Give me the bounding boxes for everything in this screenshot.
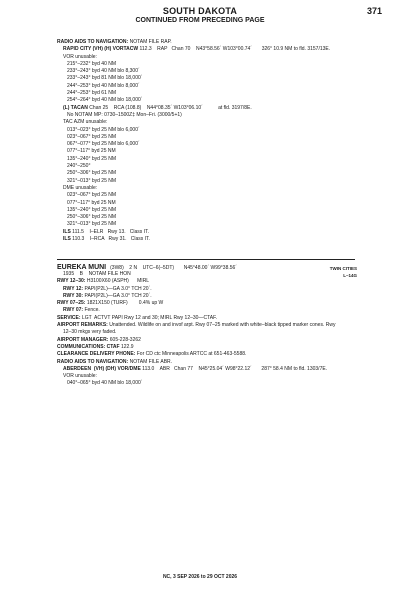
airport-manager-line: AIRPORT MANAGER: 605-228-3262 bbox=[57, 336, 141, 343]
clearance-delivery-line: CLEARANCE DELIVERY PHONE: For CD ctc Minneapolis ARTCC at 651-463-5588. bbox=[57, 351, 247, 358]
chart-code: L–14G bbox=[343, 273, 357, 278]
runway-end-line: RWY 12: PAPI(P2L)—GA 3.0° TCH 20´. bbox=[63, 285, 152, 292]
dme-unusable-heading: DME unusable: bbox=[63, 184, 98, 191]
tac-azm-line: 023°–067° byd 25 NM bbox=[67, 133, 117, 140]
vor-restriction-line: 244°–253° byd 40 NM blo 8,000´ bbox=[67, 82, 140, 89]
vor-restriction-line: 215°–232° byd 40 NM bbox=[67, 60, 117, 67]
vor-restriction-line: 233°–243° byd 81 NM blo 18,000´ bbox=[67, 75, 143, 82]
airport-elevation-line: 1935 B NOTAM FILE HON bbox=[63, 271, 131, 277]
dme-line: 077°–117° byd 25 NM bbox=[67, 199, 116, 206]
vor-restriction-line: 233°–243° byd 40 NM blo 8,300´ bbox=[67, 68, 140, 75]
tacan-notam-line: No NOTAM MP: 0730–1500Z‡ Mon–Fri. (3000/5+1) bbox=[67, 111, 182, 118]
airport-entry bbox=[57, 264, 357, 388]
ils-line: ILS 110.3 I–RCA Rwy 31. Class IT. bbox=[63, 236, 150, 243]
tac-azm-line: 135°–240° byd 25 NM bbox=[67, 155, 117, 162]
vor-unusable-heading: VOR unusable: bbox=[63, 373, 97, 380]
airport-remarks-continued: 12–30 mkgs very faded. bbox=[63, 329, 117, 336]
nav-aids-line: RADIO AIDS TO NAVIGATION: NOTAM FILE RAP. bbox=[57, 39, 172, 45]
dme-line: 023°–067° byd 25 NM bbox=[67, 192, 117, 199]
ils-line: ILS 111.5 I–ELR Rwy 13. Class IT. bbox=[63, 228, 149, 235]
airport-remarks-line: AIRPORT REMARKS: Unattended. Wildlife on and invof arpt. Rwy 07–25 marked with white–black tipped marker cones. Rwy bbox=[57, 322, 336, 329]
communications-line: COMMUNICATIONS: CTAF 122.9 bbox=[57, 343, 134, 350]
runway-line: RWY 07–25: 1821X150 (TURF) 0.4% up W bbox=[57, 300, 164, 307]
airport-ident-line: (3W8) 2 N UTC–6(–5DT) N45°48.00´ W99°38.56´ bbox=[110, 265, 237, 271]
runway-end-line: RWY 07: Fence. bbox=[63, 307, 100, 314]
tacan-line: (L) TACAN Chan 25 RCA (108.8) N44°08.35´ W103°06.10´ at fld. 3197/8E. bbox=[63, 104, 252, 111]
continued-section bbox=[57, 39, 357, 243]
nav-aids-line: RADIO AIDS TO NAVIGATION: NOTAM FILE ABR. bbox=[57, 358, 173, 365]
dme-line: 135°–240° byd 25 NM bbox=[67, 206, 117, 213]
tac-azm-line: 250°–306° byd 25 NM bbox=[67, 170, 117, 177]
tac-azm-line: 077°–117° byd 25 NM bbox=[67, 148, 116, 155]
runway-line: RWY 12–30: H3100X60 (ASPH) MIRL bbox=[57, 278, 150, 285]
vortac-line: RAPID CITY (VH) (H) VORTACW 112.3 RAP Chan 70 N43°58.56´ W103°00.74´ 326° 10.9 NM to fld. 3157/13E. bbox=[63, 46, 331, 53]
dme-line: 250°–306° byd 25 NM bbox=[67, 214, 117, 221]
runway-end-line: RWY 30: PAPI(P2L)—GA 3.0° TCH 20´. bbox=[63, 292, 152, 299]
airport-name: EUREKA MUNI bbox=[57, 264, 107, 271]
page-number: 371 bbox=[366, 6, 382, 16]
tac-azm-line: 240°–250° bbox=[67, 163, 91, 170]
chart-reference bbox=[330, 265, 357, 279]
tac-azm-heading: TAC AZM unusable: bbox=[63, 119, 108, 126]
tac-azm-line: 067°–077° byd 25 NM blo 6,000´ bbox=[67, 141, 140, 148]
page-state-title: SOUTH DAKOTA bbox=[162, 6, 238, 16]
page-footer: NC, 3 SEP 2026 to 29 OCT 2026 bbox=[162, 574, 238, 580]
tac-azm-line: 321°–013° byd 25 NM bbox=[67, 177, 117, 184]
section-divider bbox=[57, 259, 355, 260]
service-line: SERVICE: LGT ACTVT PAPI Rwy 12 and 30; MIRL Rwy 12–30—CTAF. bbox=[57, 314, 217, 321]
tac-azm-line: 013°–023° byd 25 NM blo 6,000´ bbox=[67, 126, 140, 133]
airport-header bbox=[57, 264, 357, 271]
chart-name: TWIN CITIES bbox=[329, 266, 357, 271]
vor-restriction-line: 040°–065° byd 40 NM blo 18,000´ bbox=[67, 380, 143, 387]
vor-restriction-line: 254°–264° byd 40 NM blo 18,000´ bbox=[67, 97, 143, 104]
vor-unusable-heading: VOR unusable: bbox=[63, 53, 97, 60]
dme-line: 321°–013° byd 25 NM bbox=[67, 221, 117, 228]
vor-restriction-line: 244°–253° byd 61 NM bbox=[67, 90, 117, 97]
vor-dme-line: ABERDEEN (VH) (DH) VOR/DME 113.0 ABR Chan 77 N45°25.04´ W98°22.12´ 287° 58.4 NM to fld. 1303/7E. bbox=[63, 365, 328, 372]
continued-subtitle: CONTINUED FROM PRECEDING PAGE bbox=[135, 17, 265, 24]
